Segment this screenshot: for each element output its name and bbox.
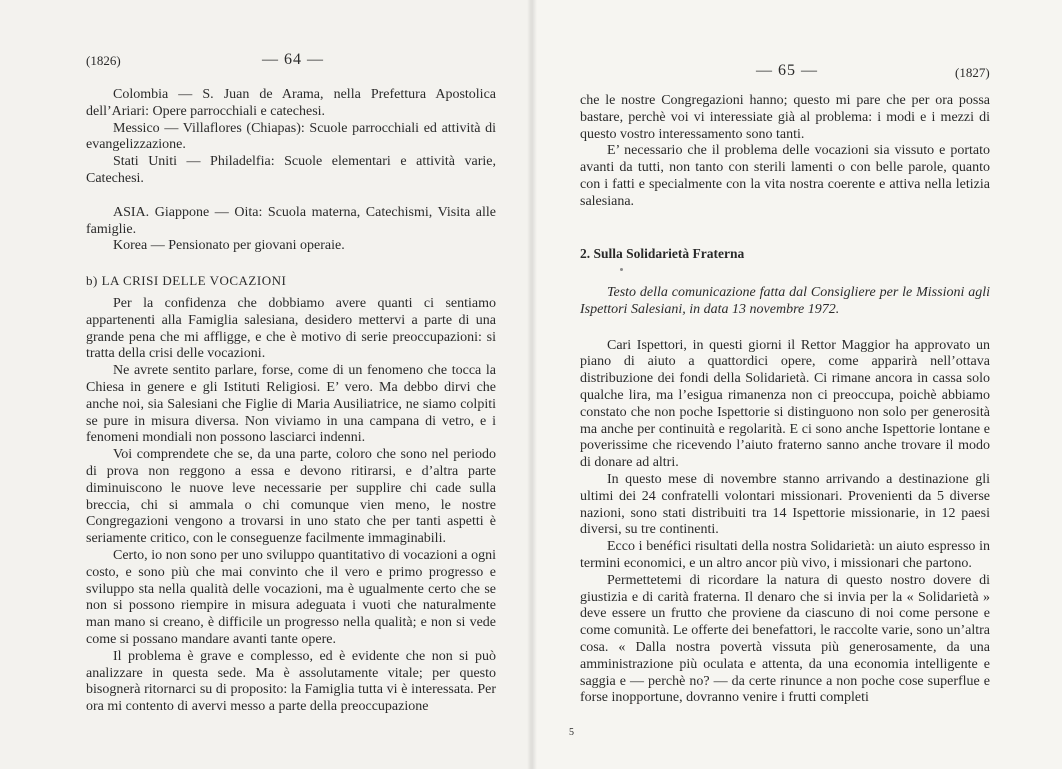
entry-asia-giappone: ASIA. Giappone — Oita: Scuola materna, Catechismi, Visita alle famiglie. [86,204,496,237]
entry-colombia: Colombia — S. Juan de Arama, nella Prefettura Apostolica dell’Ariari: Opere parrocchiali e catechesi. [86,87,496,119]
left-text-block [86,87,496,716]
section-subtitle: Testo della comunicazione fatta dal Consigliere per le Missioni agli Ispettori Salesiani, in data 13 novembre 1972. [580,285,990,317]
body-paragraph: Ne avrete sentito parlare, forse, come di un fenomeno che tocca la Chiesa in genere e gli Istituti Religiosi. E’ vero. Ma debbo dirvi che anche noi, sia Salesiani che Figlie di Maria Ausiliatrice, ne siamo colpiti se pure in misura diversa. Non viviamo in una campana di vetro, e i fenomeni mondiali non possono lasciarci indenni. [86,363,496,446]
body-paragraph: E’ necessario che il problema delle vocazioni sia vissuto e portato avanti da tutti, non tanto con sterili lamenti o con belle parole, quanto con i fatti e specialmente con la vita nostra coerente e attiva nella letizia salesiana. [580,143,990,209]
section-heading-crisi: b) LA CRISI DELLE VOCAZIONI [86,273,287,289]
right-page [531,0,1062,769]
signature-mark: 5 [569,727,574,738]
section-heading-solidarieta: 2. Sulla Solidarietà Fraterna [580,246,745,261]
right-folio-number: (1827) [955,65,990,80]
book-gutter [527,0,537,769]
left-folio-number: (1826) [86,53,121,68]
left-running-head: — 64 — [262,51,324,68]
body-paragraph: Voi comprendete che se, da una parte, coloro che sono nel periodo di prova non reggono a essa e devono ritirarsi, e d’altra parte diminuiscono le nuove leve necessarie per supplire chi cade sulla breccia, chi si ammala o chi comunque vien meno, le nostre Congregazioni vengono a trovarsi in uno stato che per tanti aspetti è seriamente critico, con le conseguenze facilmente immaginabili. [86,447,496,547]
body-paragraph: Permettetemi di ricordare la natura di questo nostro dovere di giustizia e di carità fraterna. Il denaro che si invia per la « Solidarietà » deve essere un frutto che proviene da ciascuno di noi come persone e come comunità. Le offerte dei benefattori, le raccolte varie, sono un’altra cosa. « Dalla nostra povertà vissuta più generosamente, da una amministrazione più oculata e attenta, da una economia intelligente e saggia e — perchè no? — da certe rinunce a non poche cose superflue e forse inopportune, dovranno venire i frutti completi [580,572,990,706]
continued-paragraph: che le nostre Congregazioni hanno; questo mi pare che per ora possa bastare, perchè voi vi interessiate già al problema: i modi e i mezzi di questo vostro interessamento sono tanti. [580,93,990,142]
print-speck [620,268,623,271]
entry-messico: Messico — Villaflores (Chiapas): Scuole parrocchiali ed attività di evangelizzazione. [86,120,496,153]
right-running-head: — 65 — [756,62,818,79]
body-paragraph: Il problema è grave e complesso, ed è evidente che non si può analizzare in questa sede. Ma è assolutamente vitale; per questo bisognerà ritornarci su di proposito: la Famiglia tutta vi è interessata. Per ora mi contento di avervi messo a parte della preoccupazione [86,648,496,715]
body-paragraph: Cari Ispettori, in questi giorni il Rettor Maggior ha approvato un piano di aiuto a quattordici opere, come apparirà nell’ottava distribuzione dei fondi della Solidarietà. Ci rimane ancora in cassa solo qualche lira, ma l’esigua rimanenza non ci preoccupa, poichè abbiamo constato che non poche Ispettorie si distinguono non solo per generosità ma anche per continuità e regolarità. E ci sono anche Ispettorie lontane e poverissime che ricevendo l’aiuto fraterno sanno anche trovare il modo di donare ad altri. [580,337,990,471]
body-paragraph: Ecco i benéfici risultati della nostra Solidarietà: un aiuto espresso in termini economici, e un altro ancor più vivo, i missionari che partono. [580,539,990,571]
entry-stati-uniti: Stati Uniti — Philadelfia: Scuole elementari e attività varie, Catechesi. [86,154,496,186]
body-paragraph: In questo mese di novembre stanno arrivando a destinazione gli ultimi dei 24 confratelli volontari missionari. Provenienti da 5 diverse nazioni, sono stati distribuiti tra 14 Ispettorie missionarie, in 12 paesi diversi, su tre continenti. [580,471,990,538]
body-paragraph: Certo, io non sono per uno sviluppo quantitativo di vocazioni a ogni costo, e sono più che mai convinto che il vero e primo progresso e sviluppo sta nella qualità delle vocazioni, ma è ugualmente certo che se non si possono riempire in misura adeguata i vuoti che naturalmente man mano si creano, è difficile un progresso nella qualità; e non si vede come si possano mandare avanti tante opere. [86,547,496,647]
entry-korea: Korea — Pensionato per giovani operaie. [113,238,345,254]
body-paragraph: Per la confidenza che dobbiamo avere quanti ci sentiamo appartenenti alla Famiglia salesiana, desidero mettervi a parte di una grande pena che mi affligge, e che è motivo di serie preoccupazioni: si tratta della crisi delle vocazioni. [86,295,496,362]
right-top-text-block [580,93,990,211]
right-main-text-block [580,285,990,707]
